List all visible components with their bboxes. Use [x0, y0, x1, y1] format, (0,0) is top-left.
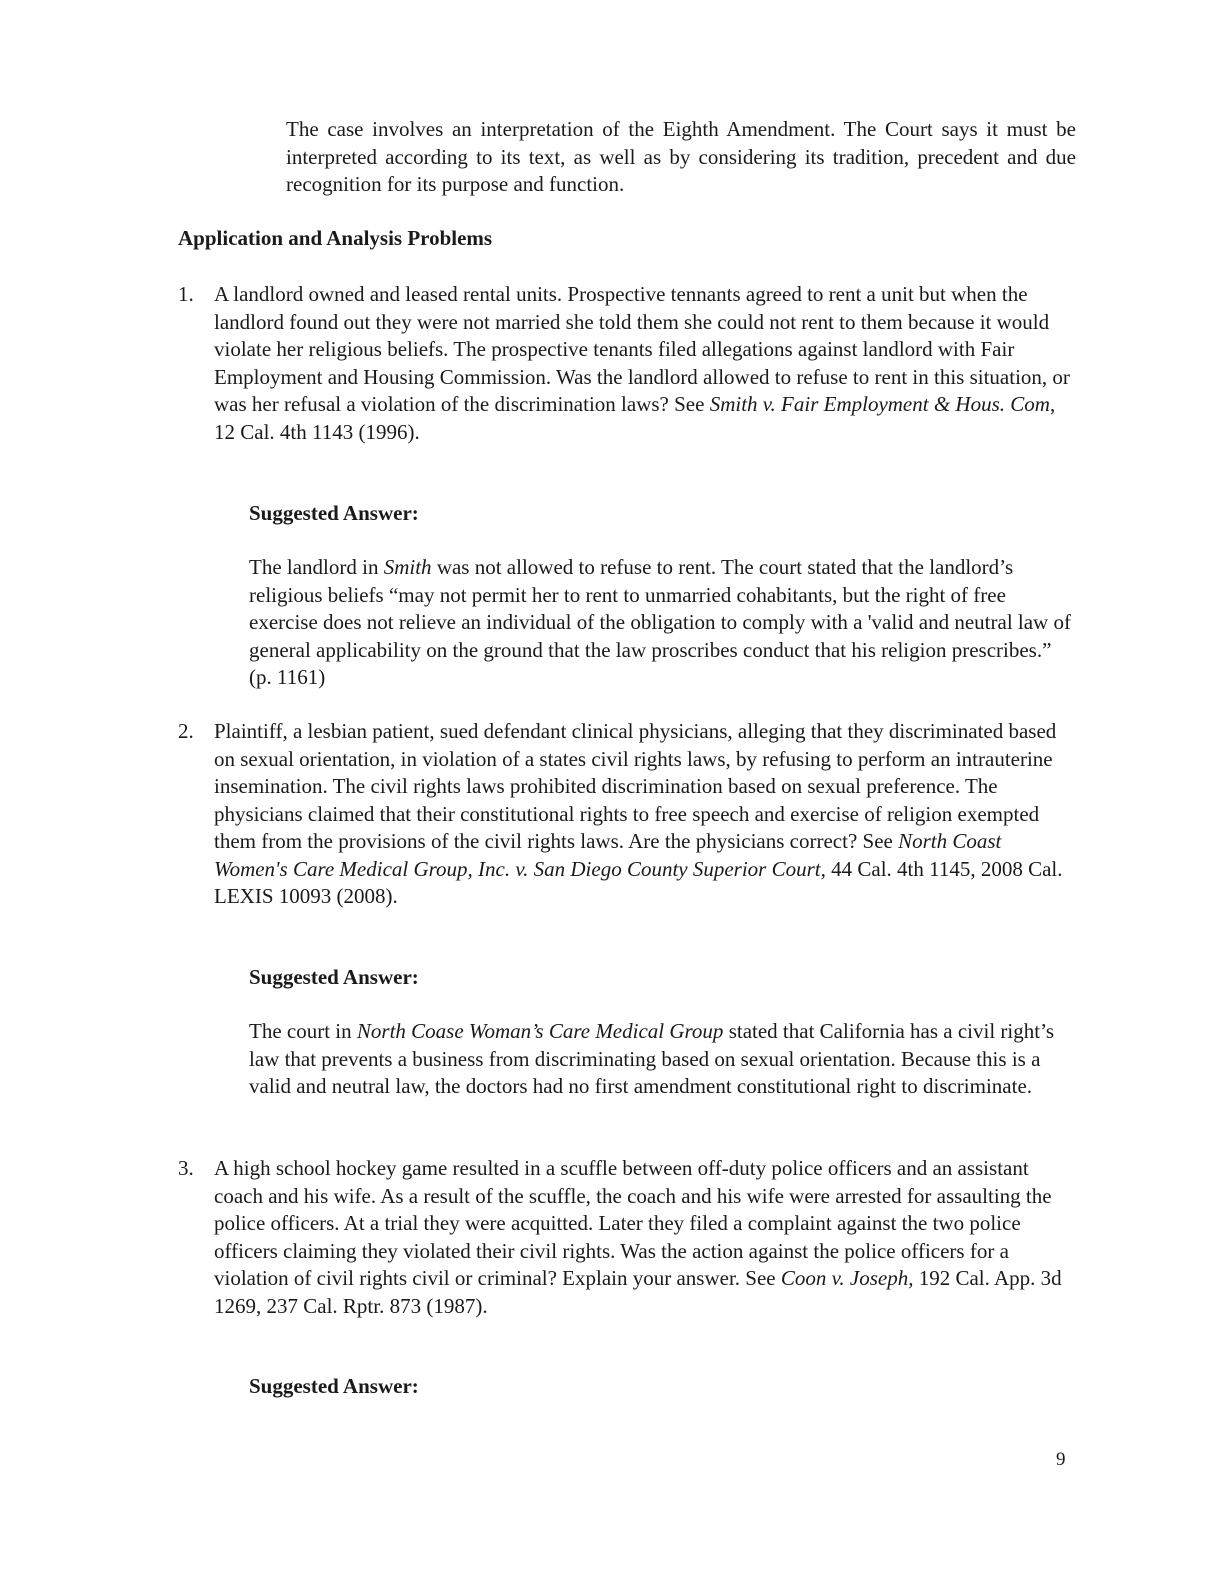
answer-text: stated that California has a civil right’s law that prevents a business from discriminating based on sexual orientation. Because this is a valid and neutral law, the doctors had no first amendment constitutional right to discriminate. — [249, 1019, 1055, 1098]
citation-details: 192 Cal. App. 3d 1269, 237 Cal. Rptr. 873 (1987). — [214, 1266, 1062, 1318]
problem-2-answer — [249, 1018, 1079, 1101]
problem-number: 2. — [178, 719, 194, 743]
suggested-answer-heading: Suggested Answer: — [249, 965, 419, 989]
problem-question: A landlord owned and leased rental units. Prospective tennants agreed to rent a unit but when the landlord found out they were not married she told them she could not rent to them because it would violate her religious beliefs. The prospective tenants filed allegations against landlord with Fair Employment and Housing Commission. Was the landlord allowed to refuse to rent in this situation, or was her refusal a violation of the discrimination laws? See — [214, 282, 1070, 416]
problem-3-text — [214, 1155, 1076, 1320]
section-heading: Application and Analysis Problems — [178, 226, 493, 250]
answer-case: Smith — [383, 555, 432, 579]
problem-question: Plaintiff, a lesbian patient, sued defendant clinical physicians, alleging that they discriminated based on sexual orientation, in violation of a states civil rights laws, by refusing to perform an intrauterine insemination. The civil rights laws prohibited discrimination based on sexual preference. The physicians claimed that their constitutional rights to free speech and exercise of religion exempted them from the provisions of the civil rights laws. Are the physicians correct? See — [214, 719, 1057, 853]
intro-paragraph — [286, 116, 1076, 199]
citation-details: , 44 Cal. 4th 1145, 2008 Cal. LEXIS 10093 (2008). — [214, 856, 1063, 908]
problem-1-text — [214, 281, 1076, 446]
suggested-answer-heading: Suggested Answer: — [249, 1374, 419, 1398]
problem-number: 1. — [178, 282, 194, 306]
answer-prefix: The court in — [249, 1019, 357, 1043]
answer-prefix: The landlord in — [249, 555, 384, 579]
problem-number: 3. — [178, 1156, 194, 1180]
intro-text: The case involves an interpretation of the Eighth Amendment. The Court says it must be interpreted according to its text, as well as by considering its tradition, precedent and due recognition for its purpose and function. — [286, 117, 1076, 196]
case-citation: Coon v. Joseph, — [780, 1266, 914, 1290]
answer-case: North Coase Woman’s Care Medical Group — [356, 1019, 724, 1043]
case-citation: North Coast Women's Care Medical Group, Inc. v. San Diego County Superior Court — [214, 829, 1002, 881]
citation-details: , 12 Cal. 4th 1143 (1996). — [214, 392, 1056, 444]
answer-text: was not allowed to refuse to rent. The court stated that the landlord’s religious beliefs “may not permit her to rent to unmarried cohabitants, but the right of free exercise does not relieve an individual of the obligation to comply with a 'valid and neutral law of general applicability on the ground that the law proscribes conduct that his religion prescribes.” (p. 1161) — [249, 555, 1071, 689]
suggested-answer-heading: Suggested Answer: — [249, 501, 419, 525]
problem-1-answer — [249, 554, 1079, 692]
case-citation: Smith v. Fair Employment & Hous. Com — [709, 392, 1050, 416]
problem-question: A high school hockey game resulted in a scuffle between off-duty police officers and an assistant coach and his wife. As a result of the scuffle, the coach and his wife were arrested for assaulting the police officers. At a trial they were acquitted. Later they filed a complaint against the two police officers claiming they violated their civil rights. Was the action against the police officers for a violation of civil rights civil or criminal? Explain your answer. See — [214, 1156, 1052, 1290]
problem-2-text — [214, 718, 1076, 911]
page-number: 9 — [1056, 1449, 1066, 1470]
